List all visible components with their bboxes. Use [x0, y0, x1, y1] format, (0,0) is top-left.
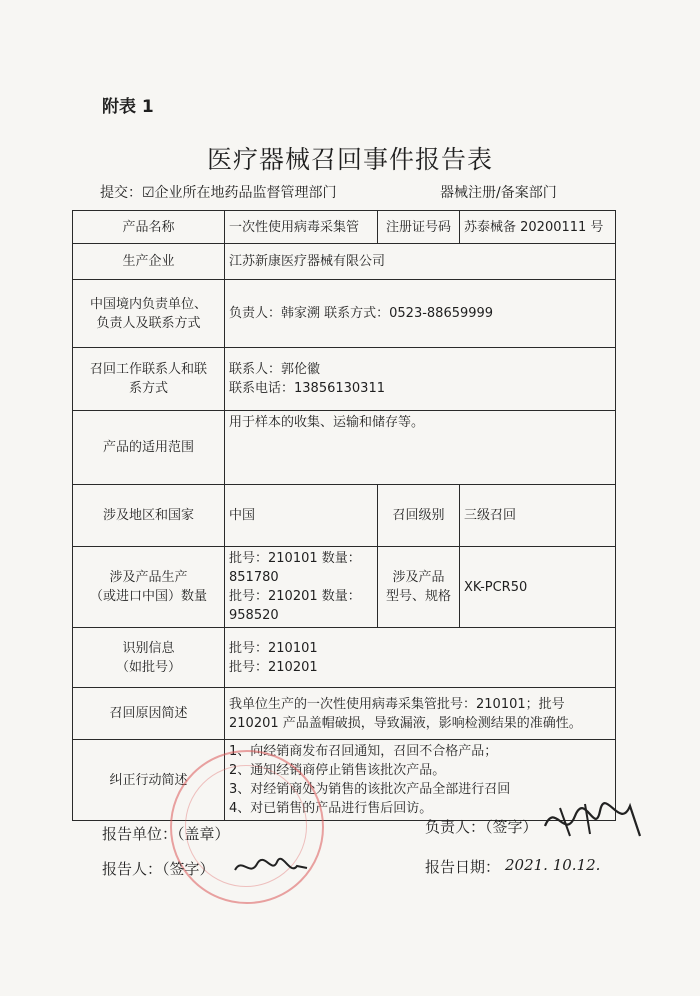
responsible-label: 负责人：（签字）: [425, 818, 538, 836]
recall-contact: 联系人：郭伦徽 联系电话：13856130311: [225, 348, 616, 411]
recall-report-table: [72, 210, 616, 821]
action-label: 纠正行动简述: [73, 740, 225, 821]
recall-level-label: 召回级别: [378, 485, 460, 547]
registration-dept: 器械注册/备案部门: [440, 185, 557, 201]
reg-no: 苏泰械备 20200111 号: [460, 211, 616, 244]
action: 1、向经销商发布召回通知，召回不合格产品； 2、通知经销商停止销售该批次产品。 3、对经销商处为销售的该批次产品全部进行召回 4、对已销售的产品进行售后回访。: [225, 740, 616, 821]
region: 中国: [225, 485, 378, 547]
page-title: 医疗器械召回事件报告表: [206, 145, 493, 174]
domestic-agent-label: 中国境内负责单位、 负责人及联系方式: [73, 280, 225, 348]
scope: 用于样本的收集、运输和储存等。: [225, 411, 616, 485]
domestic-agent: 负责人：韩家溯 联系方式：0523-88659999: [225, 280, 616, 348]
identification: 批号：210101 批号：210201: [225, 628, 616, 688]
region-label: 涉及地区和国家: [73, 485, 225, 547]
submit-to: 提交：☑企业所在地药品监督管理部门: [100, 185, 337, 201]
manufacturer: 江苏新康医疗器械有限公司: [225, 244, 616, 280]
report-date-label: 报告日期：: [425, 858, 501, 876]
manufacturer-label: 生产企业: [73, 244, 225, 280]
product-name-label: 产品名称: [73, 211, 225, 244]
reason: 我单位生产的一次性使用病毒采集管批号：210101；批号 210201 产品盖帽破损，导致漏液，影响检测结果的准确性。: [225, 688, 616, 740]
reporter-signature: [232, 852, 312, 882]
product-name: 一次性使用病毒采集管: [225, 211, 378, 244]
recall-contact-label: 召回工作联系人和联 系方式: [73, 348, 225, 411]
quantity: 批号：210101 数量： 851780 批号：210201 数量： 958520: [225, 547, 378, 628]
model-label: 涉及产品 型号、规格: [378, 547, 460, 628]
quantity-label: 涉及产品生产 （或进口中国）数量: [73, 547, 225, 628]
report-date: 2021. 10.12.: [505, 856, 601, 874]
identification-label: 识别信息 （如批号）: [73, 628, 225, 688]
reporter-label: 报告人：（签字）: [102, 860, 215, 878]
reason-label: 召回原因简述: [73, 688, 225, 740]
report-unit-label: 报告单位：（盖章）: [102, 825, 230, 843]
attachment-label: 附表 1: [102, 97, 154, 117]
scope-label: 产品的适用范围: [73, 411, 225, 485]
model: XK-PCR50: [460, 547, 616, 628]
reg-no-label: 注册证号码: [378, 211, 460, 244]
responsible-signature: [540, 796, 650, 846]
recall-level: 三级召回: [460, 485, 616, 547]
